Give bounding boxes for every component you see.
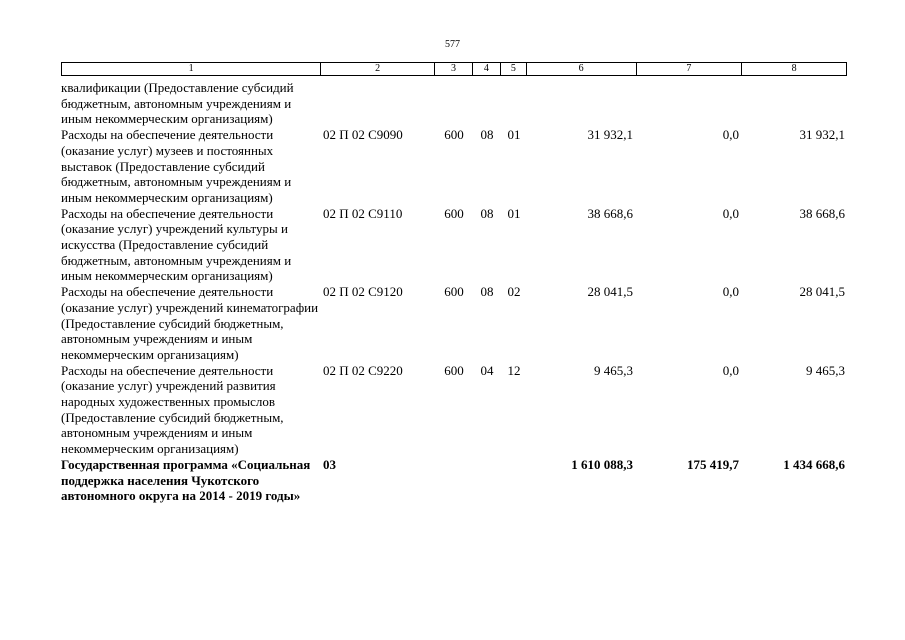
- row-sum-total: 28 041,5: [587, 284, 633, 300]
- page-number: 577: [445, 39, 460, 50]
- row-code: [321, 80, 435, 127]
- table-row: [61, 127, 847, 206]
- table-row: [61, 206, 847, 285]
- header-col-7: 7: [637, 63, 743, 75]
- row-vr: 600: [444, 205, 464, 221]
- row-name: Расходы на обеспечение деятельности (оказание услуг) учреждений развития народных художественных промыслов (Предоставление субсидий бюджетным, автономным учреждениям и иным некоммерческим организациям): [61, 362, 284, 457]
- row-code: 02 П 02 С9110: [323, 205, 403, 221]
- row-name: квалификации (Предоставление субсидий бюджетным, автономным учреждениям и иным некоммерческим организациям): [61, 80, 294, 127]
- row-sum-total: [527, 80, 637, 127]
- row-pr: 02: [507, 284, 521, 300]
- row-code: 02 П 02 С9090: [323, 127, 403, 143]
- row-rz: 08: [480, 127, 494, 143]
- row-name: Расходы на обеспечение деятельности (оказание услуг) музеев и постоянных выставок (Предоставление субсидий бюджетным, автономным учреждениям и иным некоммерческим организациям): [61, 127, 292, 205]
- row-pr: [501, 457, 527, 504]
- row-pr: 01: [507, 127, 521, 143]
- row-rz: 08: [480, 205, 494, 221]
- row-sum-total: 31 932,1: [587, 127, 633, 143]
- header-col-2: 2: [321, 63, 435, 75]
- header-col-6: 6: [527, 63, 637, 75]
- header-col-1: 1: [62, 63, 321, 75]
- row-rz: 08: [480, 284, 494, 300]
- row-sum-total: 9 465,3: [594, 362, 633, 378]
- table-header: [61, 62, 847, 76]
- row-vr: 600: [444, 284, 464, 300]
- row-sum-3: 31 932,1: [799, 127, 845, 143]
- table-row: [61, 80, 847, 127]
- row-vr: 600: [444, 127, 464, 143]
- row-rz: 04: [480, 362, 494, 378]
- header-col-8: 8: [791, 63, 797, 74]
- row-pr: 12: [507, 362, 521, 378]
- row-code: 03: [323, 456, 336, 472]
- header-col-3: 3: [435, 63, 473, 75]
- row-name: Расходы на обеспечение деятельности (оказание услуг) учреждений культуры и искусства (Предоставление субсидий бюджетным, автономным учреждениям и иным некоммерческим организациям): [61, 205, 292, 284]
- row-rz: [473, 457, 501, 504]
- row-sum-2: 0,0: [722, 205, 739, 221]
- row-sum-3: 1 434 668,6: [783, 456, 845, 472]
- table-row: [61, 363, 847, 457]
- table-row-program: [61, 457, 847, 504]
- row-vr: [435, 457, 473, 504]
- row-sum-total: 1 610 088,3: [571, 456, 633, 472]
- row-vr: [435, 80, 473, 127]
- row-sum-3: 9 465,3: [806, 362, 845, 378]
- row-sum-2: 0,0: [722, 362, 739, 378]
- row-pr: 01: [507, 205, 521, 221]
- row-name: Расходы на обеспечение деятельности (оказание услуг) учреждений кинематографии (Предоставление субсидий бюджетным, автономным учреждениям и иным некоммерческим организациям): [61, 284, 319, 362]
- row-sum-2: [637, 80, 743, 127]
- row-sum-3: 38 668,6: [799, 205, 845, 221]
- table-body: [61, 80, 847, 504]
- row-sum-3: 28 041,5: [799, 284, 845, 300]
- row-pr: [501, 80, 527, 127]
- row-name: Государственная программа «Социальная поддержка населения Чукотского автономного округа на 2014 - 2019 годы»: [61, 456, 311, 504]
- header-col-4: 4: [473, 63, 501, 75]
- header-col-5: 5: [501, 63, 527, 75]
- row-code: 02 П 02 С9120: [323, 284, 403, 300]
- table-row: [61, 284, 847, 363]
- row-vr: 600: [444, 362, 464, 378]
- row-sum-2: 175 419,7: [687, 456, 739, 472]
- row-sum-3: [743, 80, 847, 127]
- row-code: 02 П 02 С9220: [323, 362, 403, 378]
- row-rz: [473, 80, 501, 127]
- row-sum-2: 0,0: [722, 127, 739, 143]
- row-sum-total: 38 668,6: [587, 205, 633, 221]
- row-sum-2: 0,0: [722, 284, 739, 300]
